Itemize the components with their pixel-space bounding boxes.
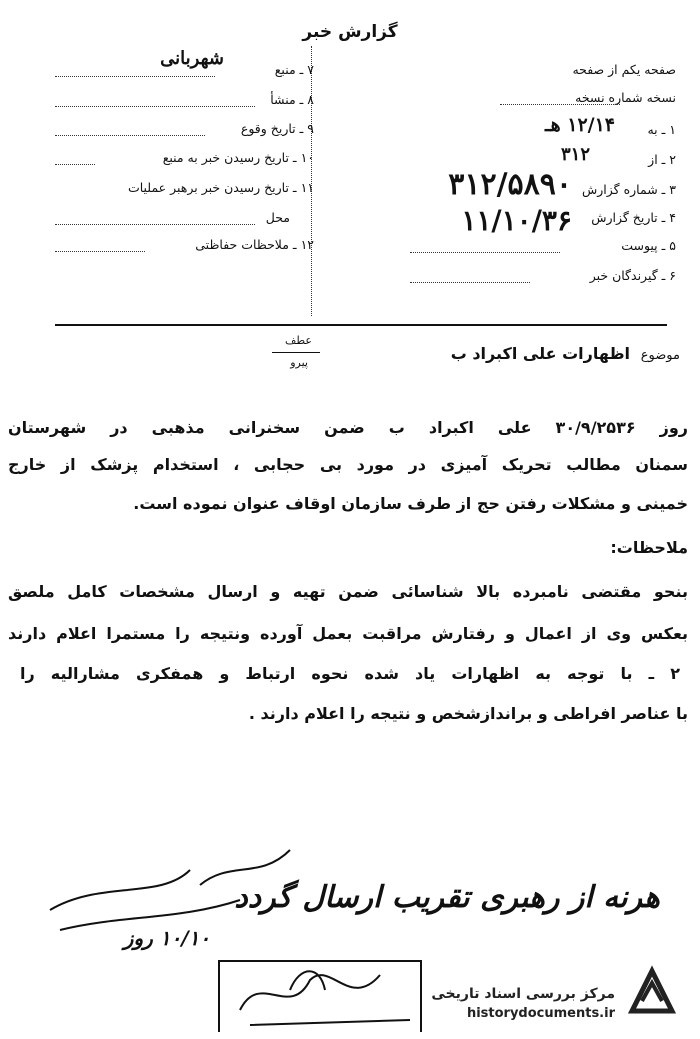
watermark-center-name: مرکز بررسی اسناد تاریخی [431, 986, 615, 1002]
handwritten-annotation: هرنه از رهبری تقریب ارسال گردد [234, 880, 660, 915]
body-line-2: سمنان مطالب تحریک آمیزی در مورد بی حجابی ، استخدام پزشک از خارج [8, 455, 688, 474]
notes-heading: ملاحظات: [610, 538, 688, 557]
archive-logo-icon [622, 961, 682, 1021]
handwritten-date: ۱۰/۱۰ روز [123, 926, 210, 950]
field-8-label: ۸ ـ منشأ [270, 92, 314, 107]
field-2-label: ۲ ـ از [648, 152, 676, 167]
notes-line-2: بعکس وی از اعمال و رفتارش مراقبت بعمل آورده ونتیجه را مستمرا اعلام دارند [8, 624, 688, 643]
field-10-label: ۱۰ ـ تاریخ رسیدن خبر به منبع [162, 150, 314, 165]
watermark-website: historydocuments.ir [466, 1006, 615, 1021]
body-line-1: روز ۳۰/۹/۲۵۳۶ علی اکبراد ب ضمن سخنرانی مذهبی در شهرستان [8, 418, 688, 437]
field-5-label: ۵ ـ پیوست [621, 238, 676, 253]
field-12-label: ۱۲ ـ ملاحظات حفاظتی [195, 237, 314, 252]
field-2-value: ۳۱۲ [560, 144, 590, 165]
field-4-handwritten-value: ۱۱/۱۰/۳۶ [461, 204, 572, 237]
field-6-label: ۶ ـ گیرندگان خبر [589, 268, 676, 283]
field-9-label: ۹ ـ تاریخ وقوع [240, 121, 314, 136]
field-3-label: ۳ ـ شماره گزارش [581, 182, 676, 197]
field-7-label: ۷ ـ منبع [274, 62, 314, 77]
field-7-handwritten-value: شهربانی [160, 48, 224, 69]
reference-bottom: پیرو [290, 356, 308, 369]
field-1-label: ۱ ـ به [647, 122, 676, 137]
field-page-label: صفحه یکم از صفحه [572, 62, 676, 77]
stamp-signature [230, 950, 420, 1035]
subject-text: اظهارات علی اکبراد ب [450, 344, 630, 363]
field-copy-label: نسخه شماره نسخه [575, 90, 676, 105]
subject-label: موضوع [640, 348, 680, 363]
field-11-label: ۱۱ ـ تاریخ رسیدن خبر برهبر عملیات [127, 180, 314, 195]
notes-line-3: ۲ ـ با توجه به اظهارات یاد شده نحوه ارتباط و همفکری مشارالیه را [20, 664, 680, 683]
body-line-3: خمینی و مشکلات رفتن حج از طرف سازمان اوقاف عنوان نموده است. [133, 494, 688, 513]
notes-line-4: با عناصر افراطی و براندازشخص و نتیجه را اعلام دارند . [248, 704, 688, 723]
reference-top: عطف [285, 334, 312, 347]
field-3-handwritten-value: ۳۱۲/۵۸۹۰ [448, 167, 572, 202]
notes-line-1: بنحو مقتضی نامبرده بالا شناسائی ضمن تهیه و ارسال مشخصات کامل ملصق [8, 582, 688, 601]
field-4-label: ۴ ـ تاریخ گزارش [591, 210, 676, 225]
field-11-place-label: محل [265, 210, 290, 225]
field-1-value: ۱۲/۱۴ هـ [545, 114, 615, 136]
page-title: گزارش خبر [302, 22, 398, 42]
handwriting-scribble [40, 840, 340, 940]
